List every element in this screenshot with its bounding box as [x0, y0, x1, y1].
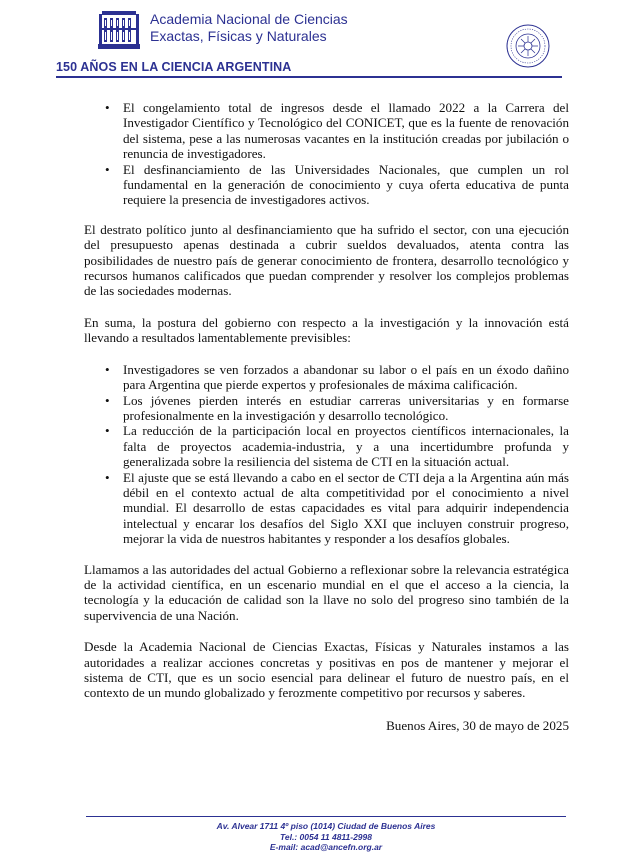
paragraph: En suma, la postura del gobierno con respecto a la investigación y la innovación está llevando a resultados lamentablemente previsibles: [84, 314, 569, 346]
list-item [84, 100, 569, 162]
bullet: • [105, 392, 110, 408]
header-divider [56, 76, 562, 78]
list-item [84, 362, 569, 393]
list-item-text: Investigadores se ven forzados a abandonar su labor o el país en un éxodo dañino para Argentina que pierde expertos y profesionales de máxima calificación. [123, 361, 569, 393]
academy-name [150, 11, 348, 45]
academy-building-logo [98, 10, 140, 50]
list-item-text: El congelamiento total de ingresos desde el llamado 2022 a la Carrera del Investigador Científico y Tecnológico del CONICET, que es la fuente de renovación del sistema, pese a las numerosas vacantes en la institución creadas por jubilación o renuncia de investigadores. [123, 100, 569, 162]
list-item [84, 162, 569, 208]
bullet: • [105, 469, 110, 485]
anniversary-tagline: 150 AÑOS EN LA CIENCIA ARGENTINA [56, 60, 292, 74]
list-item-text: El desfinanciamiento de las Universidades Nacionales, que cumplen un rol fundamental en la generación de conocimiento y cuya oferta educativa de punta requiere la presencia de investigadores activos. [123, 161, 569, 208]
academy-name-line1: Academia Nacional de Ciencias [150, 11, 348, 27]
list-item-text: El ajuste que se está llevando a cabo en el sector de CTI deja a la Argentina aún más débil en el contexto actual de alta competitividad por el conocimiento a nivel mundial. El desarrollo de estas capacidades es vital para adquirir independencia intelectual y encarar los desafíos del Siglo XXI que incluyen construir progreso, mejorar la vida de nuestros habitantes y responder a los desafíos globales. [123, 469, 569, 547]
consequences-list [84, 362, 569, 547]
letter-body [84, 100, 569, 733]
bullet: • [105, 361, 110, 377]
footer-phone: Tel.: 0054 11 4811-2998 [280, 831, 372, 842]
academy-name-line2: Exactas, Físicas y Naturales [150, 28, 327, 44]
bullet: • [105, 100, 110, 115]
footer-divider [86, 816, 566, 817]
list-item [84, 470, 569, 547]
list-item-text: Los jóvenes pierden interés en estudiar carreras universitarias y en formarse profesionalmente en la investigación y desarrollo tecnológico. [123, 392, 569, 423]
paragraph: Llamamos a las autoridades del actual Gobierno a reflexionar sobre la relevancia estratégica de la actividad científica, en un escenario mundial en el que el acceso a la ciencia, la tecnología y la educación de calidad son la llave no solo del progreso sino también de la supervivencia de una Nación. [84, 561, 569, 623]
letterhead [0, 0, 620, 80]
academy-seal-icon [506, 24, 550, 68]
bullet: • [105, 423, 110, 439]
footer-address: Av. Alvear 1711 4º piso (1014) Ciudad de Buenos Aires [216, 821, 436, 831]
concerns-list [84, 100, 569, 208]
footer-contact [86, 821, 566, 853]
bullet: • [105, 161, 110, 177]
paragraph: El destrato político junto al desfinanciamiento que ha sufrido el sector, con una ejecución del presupuesto apenas destinada a cubrir sueldos devaluados, atenta contra las posibilidades de nuestro país de generar conocimiento de frontera, desarrollo tecnológico y recursos humanos calificados que puedan comprender y resolver los complejos problemas de las sociedades modernas. [84, 221, 569, 299]
list-item [84, 393, 569, 424]
list-item-text: La reducción de la participación local en proyectos científicos internacionales, la falta de proyectos academia-industria, y a una incertidumbre profunda y generalizada sobre la resiliencia del sistema de CTI en la situación actual. [123, 423, 569, 470]
paragraph: Desde la Academia Nacional de Ciencias Exactas, Físicas y Naturales instamos a las autoridades a realizar acciones concretas y positivas en pos de mantener y mejorar el sistema de CTI, que es un socio esencial para delinear el futuro de nuestro país, en el contexto de un mundo globalizado y ferozmente competitivo por recursos y saberes. [84, 639, 569, 701]
list-item [84, 423, 569, 469]
letter-date: Buenos Aires, 30 de mayo de 2025 [386, 717, 569, 733]
footer-email: E-mail: acad@ancefn.org.ar [269, 842, 383, 852]
